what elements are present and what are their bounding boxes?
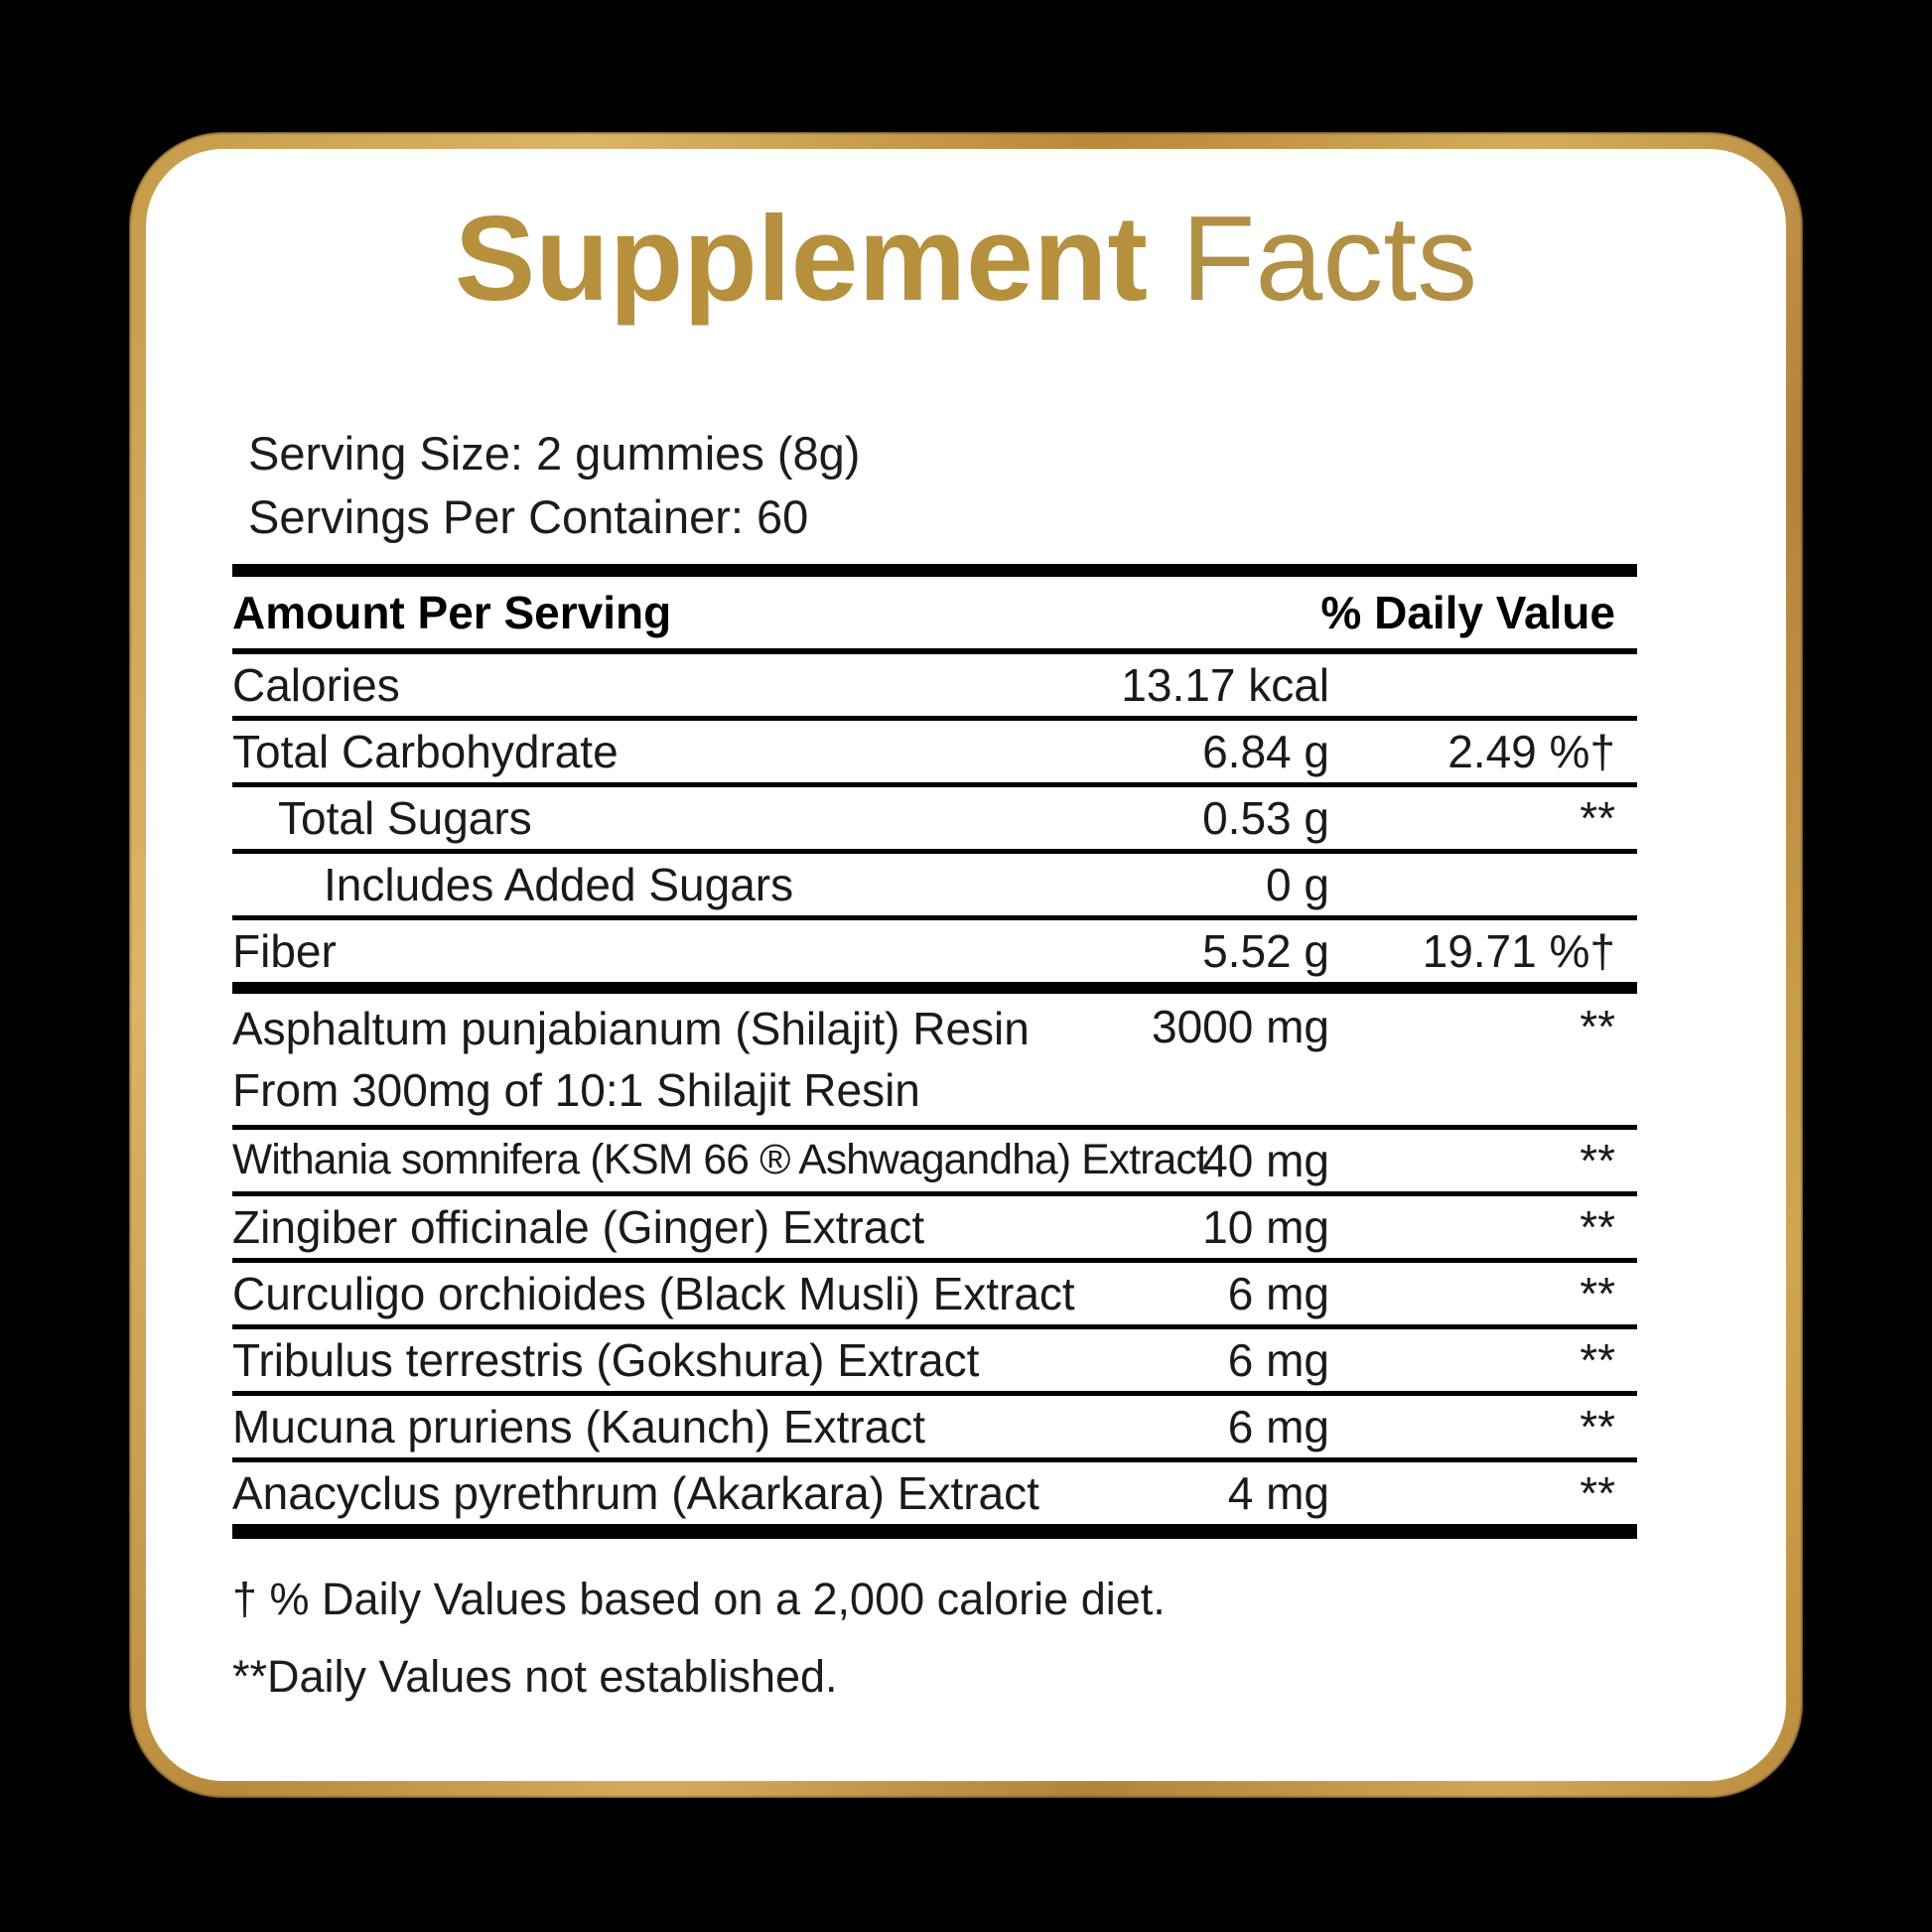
amount-per-serving-header: Amount Per Serving <box>232 587 672 639</box>
ingredient-name: Mucuna pruriens (Kaunch) Extract <box>232 1401 925 1453</box>
table-row <box>232 1329 1637 1396</box>
daily-value-header: % Daily Value <box>1320 587 1615 639</box>
table-body <box>232 654 1637 1539</box>
table-row <box>232 1462 1637 1539</box>
ingredient-amount: 0 g <box>1266 859 1329 911</box>
ingredient-name: Zingiber officinale (Ginger) Extract <box>232 1201 925 1254</box>
ingredient-amount: 4 mg <box>1227 1467 1329 1520</box>
ingredient-amount: 6.84 g <box>1202 726 1329 778</box>
table-row <box>232 854 1637 920</box>
ingredient-daily-value: ** <box>1580 1001 1615 1053</box>
ingredient-name: Tribulus terrestris (Gokshura) Extract <box>232 1334 980 1387</box>
ingredient-amount: 40 mg <box>1202 1135 1329 1187</box>
ingredient-daily-value: ** <box>1580 792 1615 845</box>
table-row <box>232 1396 1637 1462</box>
table-row <box>232 1263 1637 1329</box>
table-header-row <box>232 577 1637 654</box>
ingredient-daily-value: ** <box>1580 1268 1615 1320</box>
title-word-facts: Facts <box>1180 191 1478 326</box>
supplement-facts-table <box>232 564 1637 1539</box>
supplement-label-card <box>129 132 1803 1798</box>
ingredient-amount: 0.53 g <box>1202 792 1329 845</box>
label-content <box>232 422 1637 1712</box>
ingredient-amount: 10 mg <box>1202 1201 1329 1254</box>
ingredient-amount: 6 mg <box>1227 1401 1329 1453</box>
ingredient-daily-value: ** <box>1580 1135 1615 1187</box>
ingredient-name: Withania somnifera (KSM 66 ® Ashwagandha) Extract <box>232 1137 1207 1184</box>
serving-info <box>232 422 1637 551</box>
table-row <box>232 654 1637 721</box>
ingredient-name: Curculigo orchioides (Black Musli) Extract <box>232 1268 1075 1320</box>
footnote-not-established: **Daily Values not established. <box>232 1651 838 1703</box>
table-row <box>232 920 1637 994</box>
ingredient-name: Total Carbohydrate <box>232 726 619 778</box>
ingredient-daily-value: ** <box>1580 1201 1615 1254</box>
ingredient-name: Calories <box>232 659 400 712</box>
page-title <box>156 191 1776 327</box>
servings-per-container-line: Servings Per Container: 60 <box>248 490 809 544</box>
title-word-supplement: Supplement <box>454 191 1148 326</box>
ingredient-name: Fiber <box>232 925 337 978</box>
ingredient-name: Asphaltum punjabianum (Shilajit) Resin <box>232 1003 1030 1055</box>
ingredient-name: Total Sugars <box>278 792 532 845</box>
ingredient-daily-value: ** <box>1580 1334 1615 1387</box>
ingredient-amount: 3000 mg <box>1151 1001 1329 1053</box>
table-row <box>232 1196 1637 1263</box>
ingredient-daily-value: 19.71 %† <box>1422 925 1615 978</box>
table-row <box>232 1130 1637 1196</box>
ingredient-daily-value: ** <box>1580 1467 1615 1520</box>
table-row <box>232 787 1637 854</box>
ingredient-name: Anacyclus pyrethrum (Akarkara) Extract <box>232 1467 1039 1520</box>
ingredient-amount: 6 mg <box>1227 1334 1329 1387</box>
footnote-daily-values: † % Daily Values based on a 2,000 calorie diet. <box>232 1574 1166 1625</box>
ingredient-amount: 13.17 kcal <box>1121 659 1329 712</box>
ingredient-daily-value: ** <box>1580 1401 1615 1453</box>
serving-size-line: Serving Size: 2 gummies (8g) <box>248 426 861 480</box>
label-panel <box>146 149 1786 1781</box>
ingredient-sublabel: From 300mg of 10:1 Shilajit Resin <box>232 1064 920 1117</box>
ingredient-amount: 6 mg <box>1227 1268 1329 1320</box>
table-row <box>232 994 1637 1130</box>
footnotes <box>232 1565 1637 1712</box>
table-row <box>232 721 1637 787</box>
ingredient-amount: 5.52 g <box>1202 925 1329 978</box>
ingredient-name: Includes Added Sugars <box>324 859 794 911</box>
ingredient-daily-value: 2.49 %† <box>1448 726 1615 778</box>
